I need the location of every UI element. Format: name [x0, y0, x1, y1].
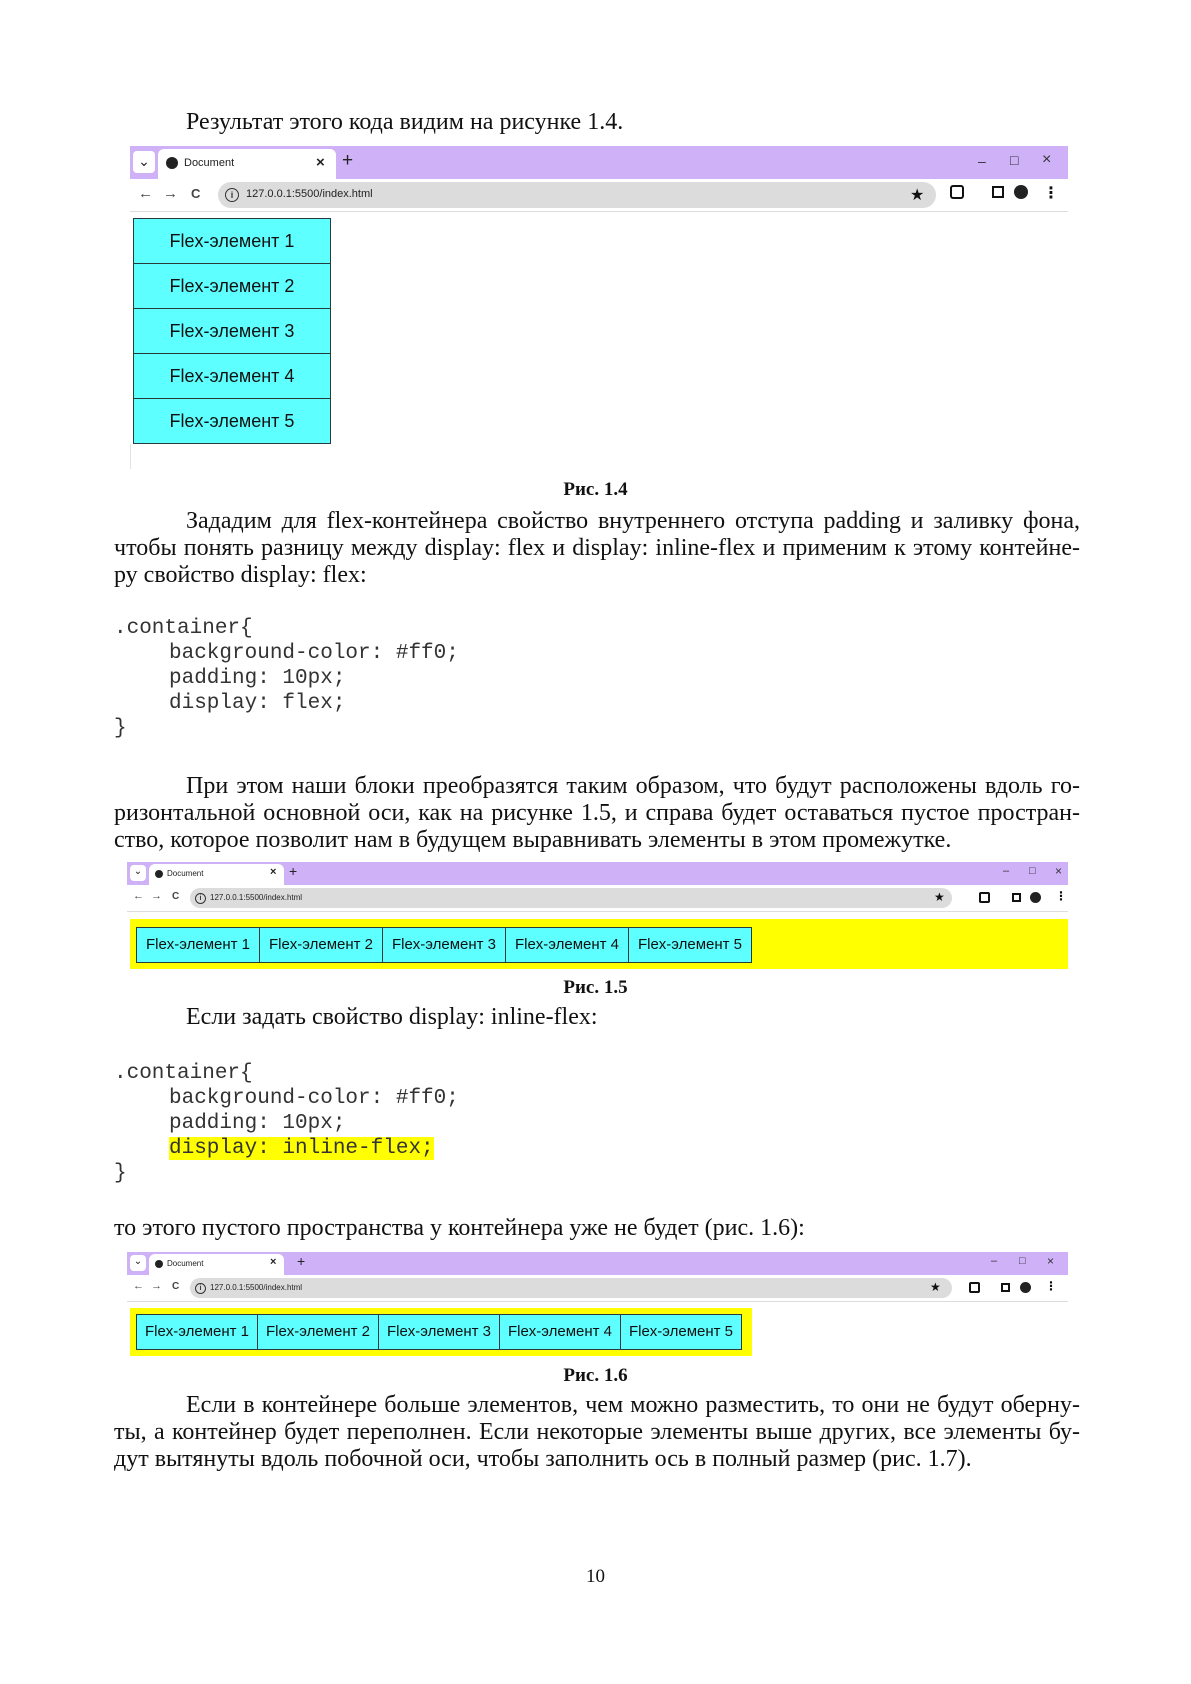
caption-fig16: Рис. 1.6: [563, 1365, 628, 1386]
code-line: .container{: [114, 617, 253, 640]
tab-document[interactable]: [149, 1254, 284, 1275]
window-close-button[interactable]: ×: [1042, 151, 1052, 168]
back-icon[interactable]: ←: [133, 1280, 144, 1292]
code-line: padding: 10px;: [169, 667, 346, 690]
tab-bar: [130, 146, 1068, 179]
caption-fig15: Рис. 1.5: [563, 977, 628, 998]
site-info-icon[interactable]: i: [195, 893, 206, 904]
paragraph-horizontal: При этом наши блоки преобразятся таким образом, что будут расположены вдоль го-ризонтальной основной оси, как на рисунке 1.5, и справа будет оставаться пустое простран-ство, которое позволит нам в будущем выравнивать элементы в этом промежутке.: [114, 773, 1080, 853]
flex-item: Flex-элемент 3: [382, 927, 506, 963]
window-close-button[interactable]: ×: [1055, 864, 1063, 878]
sidepanel-icon[interactable]: [1001, 1283, 1010, 1292]
tab-document[interactable]: [158, 149, 336, 179]
browser-window-fig16: [127, 1252, 1068, 1358]
flex-item: Flex-элемент 4: [505, 927, 629, 963]
code-line: }: [114, 1162, 127, 1185]
maximize-button[interactable]: □: [1010, 152, 1019, 168]
menu-icon[interactable]: ⋮: [1043, 185, 1059, 202]
flex-item: Flex-элемент 3: [133, 308, 331, 354]
url-text[interactable]: 127.0.0.1:5500/index.html: [210, 893, 303, 902]
address-bar: [127, 885, 1068, 912]
new-tab-button[interactable]: +: [342, 150, 354, 171]
site-info-icon[interactable]: i: [195, 1283, 206, 1294]
highlighted-code: display: inline-flex;: [169, 1137, 434, 1160]
flex-item: Flex-элемент 5: [620, 1314, 742, 1350]
profile-avatar-icon[interactable]: [1014, 185, 1028, 199]
code-line: .container{: [114, 1062, 253, 1085]
flex-item: Flex-элемент 4: [133, 353, 331, 399]
flex-container: [130, 1308, 752, 1356]
reload-icon[interactable]: C: [172, 1281, 180, 1292]
tab-close-icon[interactable]: ×: [316, 154, 325, 171]
flex-item: Flex-элемент 5: [628, 927, 752, 963]
flex-item: Flex-элемент 2: [257, 1314, 379, 1350]
page-number: 10: [586, 1566, 605, 1587]
reload-icon[interactable]: C: [172, 891, 180, 902]
extensions-icon[interactable]: [979, 892, 990, 903]
code-line: padding: 10px;: [169, 1112, 346, 1135]
tab-close-icon[interactable]: ×: [270, 866, 277, 878]
menu-icon[interactable]: ⋮: [1045, 1279, 1057, 1293]
omnibox[interactable]: [190, 1278, 952, 1298]
omnibox[interactable]: [190, 888, 952, 908]
sidepanel-icon[interactable]: [992, 186, 1004, 198]
extensions-icon[interactable]: [969, 1282, 980, 1293]
forward-icon[interactable]: →: [163, 185, 178, 202]
browser-window-fig14: [130, 146, 1068, 469]
sidepanel-icon[interactable]: [1012, 893, 1021, 902]
globe-icon: [155, 1260, 163, 1268]
flex-item: Flex-элемент 4: [499, 1314, 621, 1350]
minimize-button[interactable]: –: [991, 1255, 998, 1267]
tab-title: Document: [167, 1259, 204, 1268]
tab-title: Document: [167, 869, 204, 878]
maximize-button[interactable]: □: [1029, 865, 1036, 877]
code-line: background-color: #ff0;: [169, 1087, 459, 1110]
tab-document[interactable]: [149, 864, 284, 885]
tab-list-button[interactable]: ⌄: [133, 151, 155, 173]
minimize-button[interactable]: –: [978, 153, 986, 169]
tab-list-button[interactable]: ⌄: [130, 865, 146, 881]
bookmark-star-icon[interactable]: ★: [910, 187, 925, 204]
new-tab-button[interactable]: +: [297, 1253, 306, 1269]
profile-avatar-icon[interactable]: [1020, 1282, 1031, 1293]
flex-item: Flex-элемент 2: [259, 927, 383, 963]
omnibox[interactable]: [218, 182, 936, 208]
new-tab-button[interactable]: +: [289, 863, 298, 879]
flex-item: Flex-элемент 3: [378, 1314, 500, 1350]
flex-container: [130, 919, 1068, 969]
tab-list-button[interactable]: ⌄: [130, 1255, 146, 1271]
paragraph-padding: Зададим для flex-контейнера свойство внутреннего отступа padding и заливку фона, чтобы понять разницу между display: flex и display: inline-flex и применим к этому контейне-ру свойство display: flex:: [114, 508, 1080, 588]
code-line: }: [114, 717, 127, 740]
paragraph-no-space: то этого пустого пространства у контейнера уже не будет (рис. 1.6):: [114, 1215, 805, 1241]
window-edge: [130, 444, 131, 469]
menu-icon[interactable]: ⋮: [1055, 889, 1067, 903]
profile-avatar-icon[interactable]: [1030, 892, 1041, 903]
tab-title: Document: [184, 157, 235, 169]
site-info-icon[interactable]: i: [225, 188, 239, 202]
address-bar: [127, 1275, 1068, 1302]
flex-item: Flex-элемент 1: [136, 1314, 258, 1350]
flex-item: Flex-элемент 1: [133, 218, 331, 264]
back-icon[interactable]: ←: [133, 890, 144, 902]
maximize-button[interactable]: □: [1019, 1255, 1026, 1267]
tab-bar: [127, 1252, 1068, 1275]
url-text[interactable]: 127.0.0.1:5500/index.html: [246, 188, 373, 200]
minimize-button[interactable]: –: [1003, 865, 1010, 877]
extensions-icon[interactable]: [950, 185, 964, 199]
bookmark-star-icon[interactable]: ★: [930, 1280, 941, 1294]
bookmark-star-icon[interactable]: ★: [934, 890, 945, 904]
code-line-highlighted: [114, 1136, 914, 1161]
browser-window-fig15: [127, 862, 1068, 970]
flex-item: Flex-элемент 2: [133, 263, 331, 309]
caption-fig14: Рис. 1.4: [563, 479, 628, 500]
code-block-flex: [114, 616, 914, 741]
back-icon[interactable]: ←: [138, 185, 153, 202]
forward-icon[interactable]: →: [151, 890, 162, 902]
paragraph-overflow: Если в контейнере больше элементов, чем можно разместить, то они не будут оберну-ты, а контейнер будет переполнен. Если некоторые элементы выше других, все элементы бу-дут вытянуты вдоль побочной оси, чтобы заполнить ось в полный размер (рис. 1.7).: [114, 1392, 1080, 1472]
forward-icon[interactable]: →: [151, 1280, 162, 1292]
flex-item: Flex-элемент 5: [133, 398, 331, 444]
code-line: background-color: #ff0;: [169, 642, 459, 665]
url-text[interactable]: 127.0.0.1:5500/index.html: [210, 1283, 303, 1292]
globe-icon: [166, 157, 178, 169]
paragraph-inline-flex: Если задать свойство display: inline-flex:: [186, 1004, 598, 1030]
address-bar: [130, 179, 1068, 212]
tab-bar: [127, 862, 1068, 885]
tab-close-icon[interactable]: ×: [270, 1256, 277, 1268]
code-block-inline-flex: [114, 1061, 914, 1186]
window-close-button[interactable]: ×: [1047, 1254, 1055, 1268]
paragraph-result: Результат этого кода видим на рисунке 1.4.: [186, 109, 624, 135]
code-line: display: flex;: [169, 692, 346, 715]
reload-icon[interactable]: C: [191, 186, 201, 201]
flex-item: Flex-элемент 1: [136, 927, 260, 963]
globe-icon: [155, 870, 163, 878]
